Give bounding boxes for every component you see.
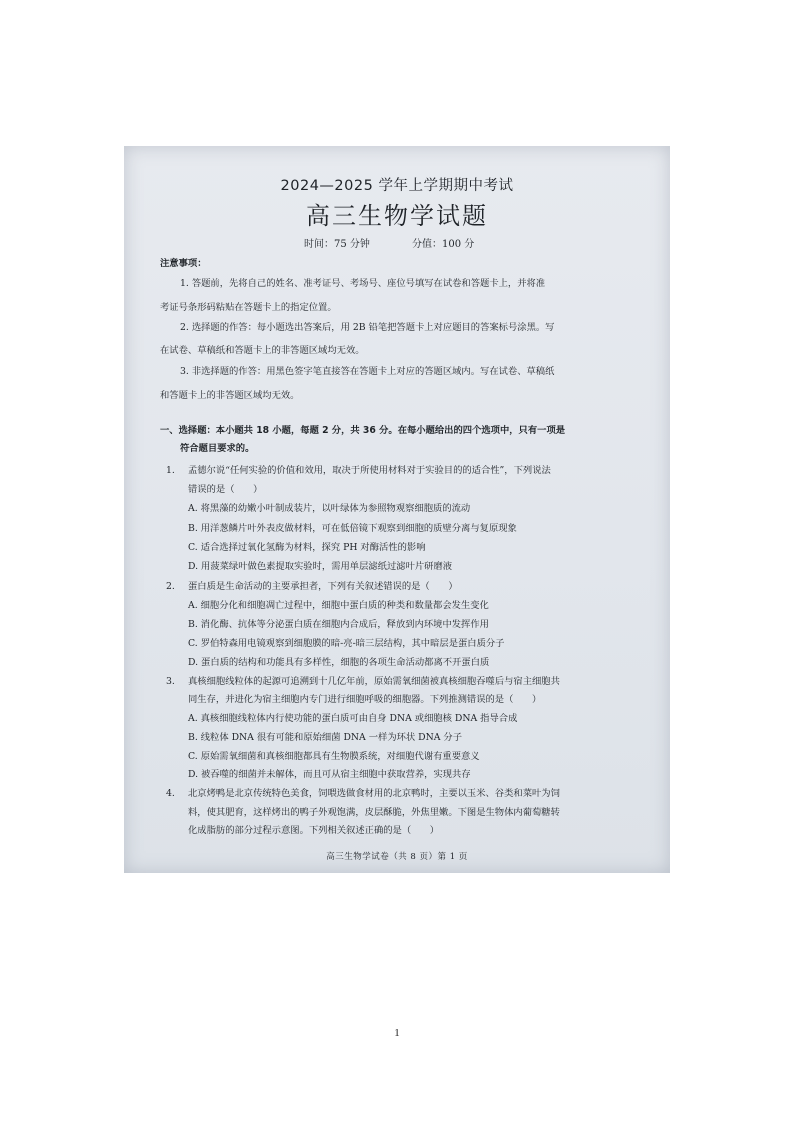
notes-line: 和答题卡上的非答题区域均无效。 [160, 390, 300, 401]
option: A. 将黑藻的幼嫩小叶制成装片，以叶绿体为参照物观察细胞质的流动 [188, 503, 471, 514]
question-number: 3. [166, 676, 175, 687]
question-number: 1. [166, 465, 175, 476]
question-stem: 蛋白质是生命活动的主要承担者，下列有关叙述错误的是（ ） [188, 581, 458, 592]
notes-line: 3. 非选择题的作答：用黑色签字笔直接答在答题卡上对应的答题区域内。写在试卷、草稿纸 [180, 366, 555, 377]
question-stem: 化成脂肪的部分过程示意图。下列相关叙述正确的是（ ） [188, 825, 440, 836]
exam-score: 分值：100 分 [412, 239, 475, 250]
page-number: 1 [394, 1027, 400, 1039]
option: A. 真核细胞线粒体内行使功能的蛋白质可由自身 DNA 或细胞核 DNA 指导合成 [188, 713, 518, 724]
section-heading: 一、选择题：本小题共 18 小题，每题 2 分，共 36 分。在每小题给出的四个选项中，只有一项是 [160, 425, 566, 436]
exam-subtitle: 高三生物学试题 [306, 202, 488, 230]
option: C. 原始需氧细菌和真核细胞都具有生物膜系统，对细胞代谢有重要意义 [188, 751, 480, 762]
option: D. 用菠菜绿叶做色素提取实验时，需用单层滤纸过滤叶片研磨液 [188, 561, 453, 572]
option: A. 细胞分化和细胞凋亡过程中，细胞中蛋白质的种类和数量都会发生变化 [188, 600, 489, 611]
exam-page-photo [124, 146, 670, 873]
question-number: 4. [166, 788, 175, 799]
exam-time: 时间：75 分钟 [304, 239, 370, 250]
option: B. 消化酶、抗体等分泌蛋白质在细胞内合成后，释放到内环境中发挥作用 [188, 619, 489, 630]
question-stem: 料，使其肥育，这样烤出的鸭子外观饱满，皮层酥脆，外焦里嫩。下图是生物体内葡萄糖转 [188, 807, 560, 818]
option: D. 被吞噬的细菌并未解体，而且可从宿主细胞中获取营养，实现共存 [188, 769, 471, 780]
question-stem: 同生存，并进化为宿主细胞内专门进行细胞呼吸的细胞器。下列推测错误的是（ ） [188, 694, 542, 705]
notes-line: 1. 答题前，先将自己的姓名、准考证号、考场号、座位号填写在试卷和答题卡上，并将准 [180, 278, 546, 289]
section-heading-cont: 符合题目要求的。 [180, 443, 255, 454]
exam-title: 2024—2025 学年上学期期中考试 [280, 178, 514, 194]
question-stem: 错误的是（ ） [188, 484, 263, 495]
question-stem: 孟德尔说“任何实验的价值和效用，取决于所使用材料对于实验目的的适合性”，下列说法 [188, 465, 551, 476]
notes-line: 2. 选择题的作答：每小题选出答案后，用 2B 铅笔把答题卡上对应题目的答案标号涂黑。写 [180, 322, 555, 333]
option: D. 蛋白质的结构和功能具有多样性，细胞的各项生命活动都离不开蛋白质 [188, 657, 490, 668]
notes-line: 在试卷、草稿纸和答题卡上的非答题区域均无效。 [160, 345, 365, 356]
option: C. 适合选择过氧化氢酶为材料，探究 PH 对酶活性的影响 [188, 542, 426, 553]
option: B. 线粒体 DNA 很有可能和原始细菌 DNA 一样为环状 DNA 分子 [188, 732, 463, 743]
question-stem: 真核细胞线粒体的起源可追溯到十几亿年前，原始需氧细菌被真核细胞吞噬后与宿主细胞共 [188, 676, 560, 687]
question-stem: 北京烤鸭是北京传统特色美食，饲喂选做食材用的北京鸭时，主要以玉米、谷类和菜叶为饲 [188, 788, 560, 799]
page-footer: 高三生物学试卷（共 8 页）第 1 页 [326, 852, 468, 862]
option: B. 用洋葱鳞片叶外表皮做材料，可在低倍镜下观察到细胞的质壁分离与复原现象 [188, 523, 517, 534]
notes-line: 考证号条形码粘贴在答题卡上的指定位置。 [160, 302, 337, 313]
question-number: 2. [166, 581, 175, 592]
option: C. 罗伯特森用电镜观察到细胞膜的暗-亮-暗三层结构，其中暗层是蛋白质分子 [188, 638, 505, 649]
notes-heading: 注意事项： [160, 258, 207, 269]
